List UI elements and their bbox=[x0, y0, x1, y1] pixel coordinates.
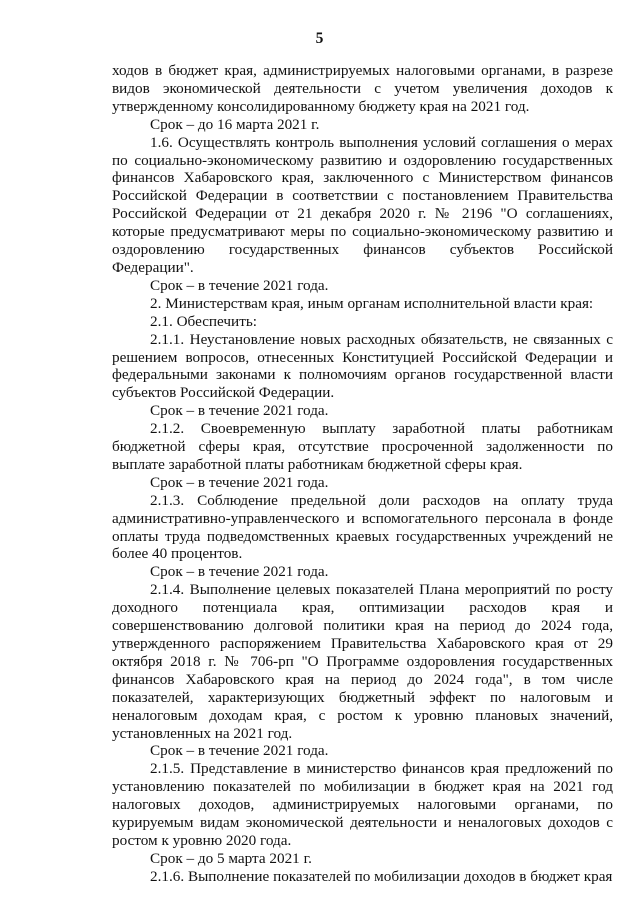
paragraph: Срок – в течение 2021 года. bbox=[150, 563, 329, 581]
paragraph: Срок – в течение 2021 года. bbox=[150, 276, 329, 294]
paragraph: 2.1.5. Представление в министерство финансов края предложений по установлению показателей по мобилизации в бюджет края на 2021 год налоговых доходов, администрируемых налоговыми органами, по курируемым видам экономической деятельности и неналоговых доходов с ростом к уровню 2020 года. bbox=[112, 760, 613, 849]
paragraph: 2.1.4. Выполнение целевых показателей Плана мероприятий по росту доходного потенциала края, оптимизации расходов края и совершенствованию долговой политики края на период до 2024 года, утвержденного распоряжением Правительства Хабаровского края от 29 октября 2018 г. № 706-рп "О Программе оздоровления государственных финансов Хабаровского края на период до 2024 года", в том числе показателей, характеризующих бюджетный эффект по налоговым и неналоговым доходам края, с ростом к уровню плановых значений, установленных на 2021 год. bbox=[112, 581, 613, 742]
paragraph: 2.1.3. Соблюдение предельной доли расходов на оплату труда административно-управленческого и вспомогательного персонала в фонде оплаты труда подведомственных краевых государственных учреждений не более 40 процентов. bbox=[112, 491, 613, 563]
paragraph: 2.1.6. Выполнение показателей по мобилизации доходов в бюджет края bbox=[150, 867, 613, 885]
paragraph: 1.6. Осуществлять контроль выполнения условий соглашения о мерах по социально-экономическому развитию и оздоровлению государственных финансов Хабаровского края, заключенного с Министерством финансов Российской Федерации в соответствии с постановлением Правительства Российской Федерации от 21 декабря 2020 г. № 2196 "О соглашениях, которые предусматривают меры по социально-экономическому развитию и оздоровлению государственных финансов субъектов Российской Федерации". bbox=[112, 133, 613, 276]
paragraph: 2.1.1. Неустановление новых расходных обязательств, не связанных с решением вопросов, отнесенных Конституцией Российской Федерации и федеральными законами к полномочиям органов государственной власти субъектов Российской Федерации. bbox=[112, 330, 613, 402]
paragraph: ходов в бюджет края, администрируемых налоговыми органами, в разрезе видов экономической деятельности с учетом увеличения доходов к утвержденному консолидированному бюджету края на 2021 год. bbox=[112, 62, 613, 115]
page-number: 5 bbox=[315, 30, 324, 47]
paragraph: Срок – в течение 2021 года. bbox=[150, 742, 329, 760]
document-body bbox=[112, 62, 613, 886]
paragraph: Срок – до 5 марта 2021 г. bbox=[150, 849, 312, 867]
paragraph: 2.1.2. Своевременную выплату заработной платы работникам бюджетной сферы края, отсутствие просроченной задолженности по выплате заработной платы работникам бюджетной сферы края. bbox=[112, 420, 613, 473]
paragraph: 2. Министерствам края, иным органам исполнительной власти края: bbox=[150, 294, 594, 312]
paragraph: 2.1. Обеспечить: bbox=[150, 312, 257, 330]
paragraph: Срок – до 16 марта 2021 г. bbox=[150, 115, 320, 133]
paragraph: Срок – в течение 2021 года. bbox=[150, 473, 329, 491]
paragraph: Срок – в течение 2021 года. bbox=[150, 402, 329, 420]
